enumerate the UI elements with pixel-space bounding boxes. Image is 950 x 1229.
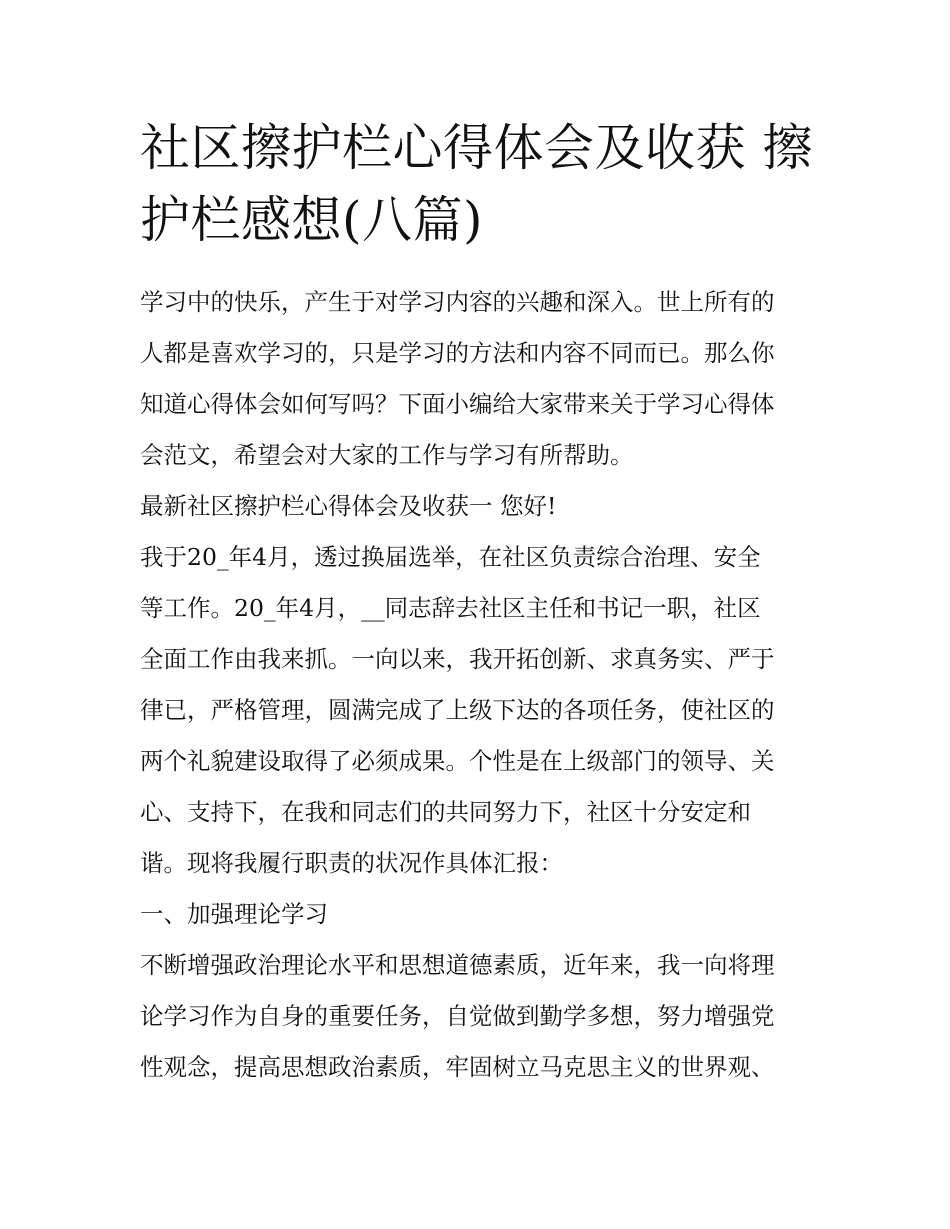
body-line-10: 性观念，提高思想政治素质，牢固树立马克思主义的世界观、 [140, 1053, 775, 1081]
section-heading-1: 最新社区擦护栏心得体会及收获一 您好! [140, 492, 557, 520]
document-title: 社区擦护栏心得体会及收获 擦护栏感想(八篇) [140, 119, 813, 249]
body-line-5: 两个礼貌建设取得了必须成果。个性是在上级部门的领导、关 [140, 747, 775, 775]
body-line-8: 不断增强政治理论水平和思想道德素质，近年来，我一向将理 [140, 951, 775, 979]
intro-line-3: 知道心得体会如何写吗？下面小编给大家带来关于学习心得体 [140, 390, 775, 418]
body-line-1: 我于20_年4月，透过换届选举，在社区负责综合治理、安全 [140, 543, 761, 571]
body-line-3: 全面工作由我来抓。一向以来，我开拓创新、求真务实、严于 [140, 645, 775, 673]
intro-line-1: 学习中的快乐，产生于对学习内容的兴趣和深入。世上所有的 [140, 288, 775, 316]
intro-line-4: 会范文，希望会对大家的工作与学习有所帮助。 [140, 441, 634, 469]
body-line-4: 律已，严格管理，圆满完成了上级下达的各项任务，使社区的 [140, 696, 775, 724]
body-line-9: 论学习作为自身的重要任务，自觉做到勤学多想，努力增强党 [140, 1002, 775, 1030]
body-line-2: 等工作。20_年4月，__同志辞去社区主任和书记一职，社区 [140, 594, 761, 622]
body-line-7: 谐。现将我履行职责的状况作具体汇报： [140, 849, 563, 877]
intro-line-2: 人都是喜欢学习的，只是学习的方法和内容不同而已。那么你 [140, 339, 775, 367]
section-heading-2: 一、加强理论学习 [140, 900, 328, 928]
body-line-6: 心、支持下，在我和同志们的共同努力下，社区十分安定和 [140, 798, 751, 826]
